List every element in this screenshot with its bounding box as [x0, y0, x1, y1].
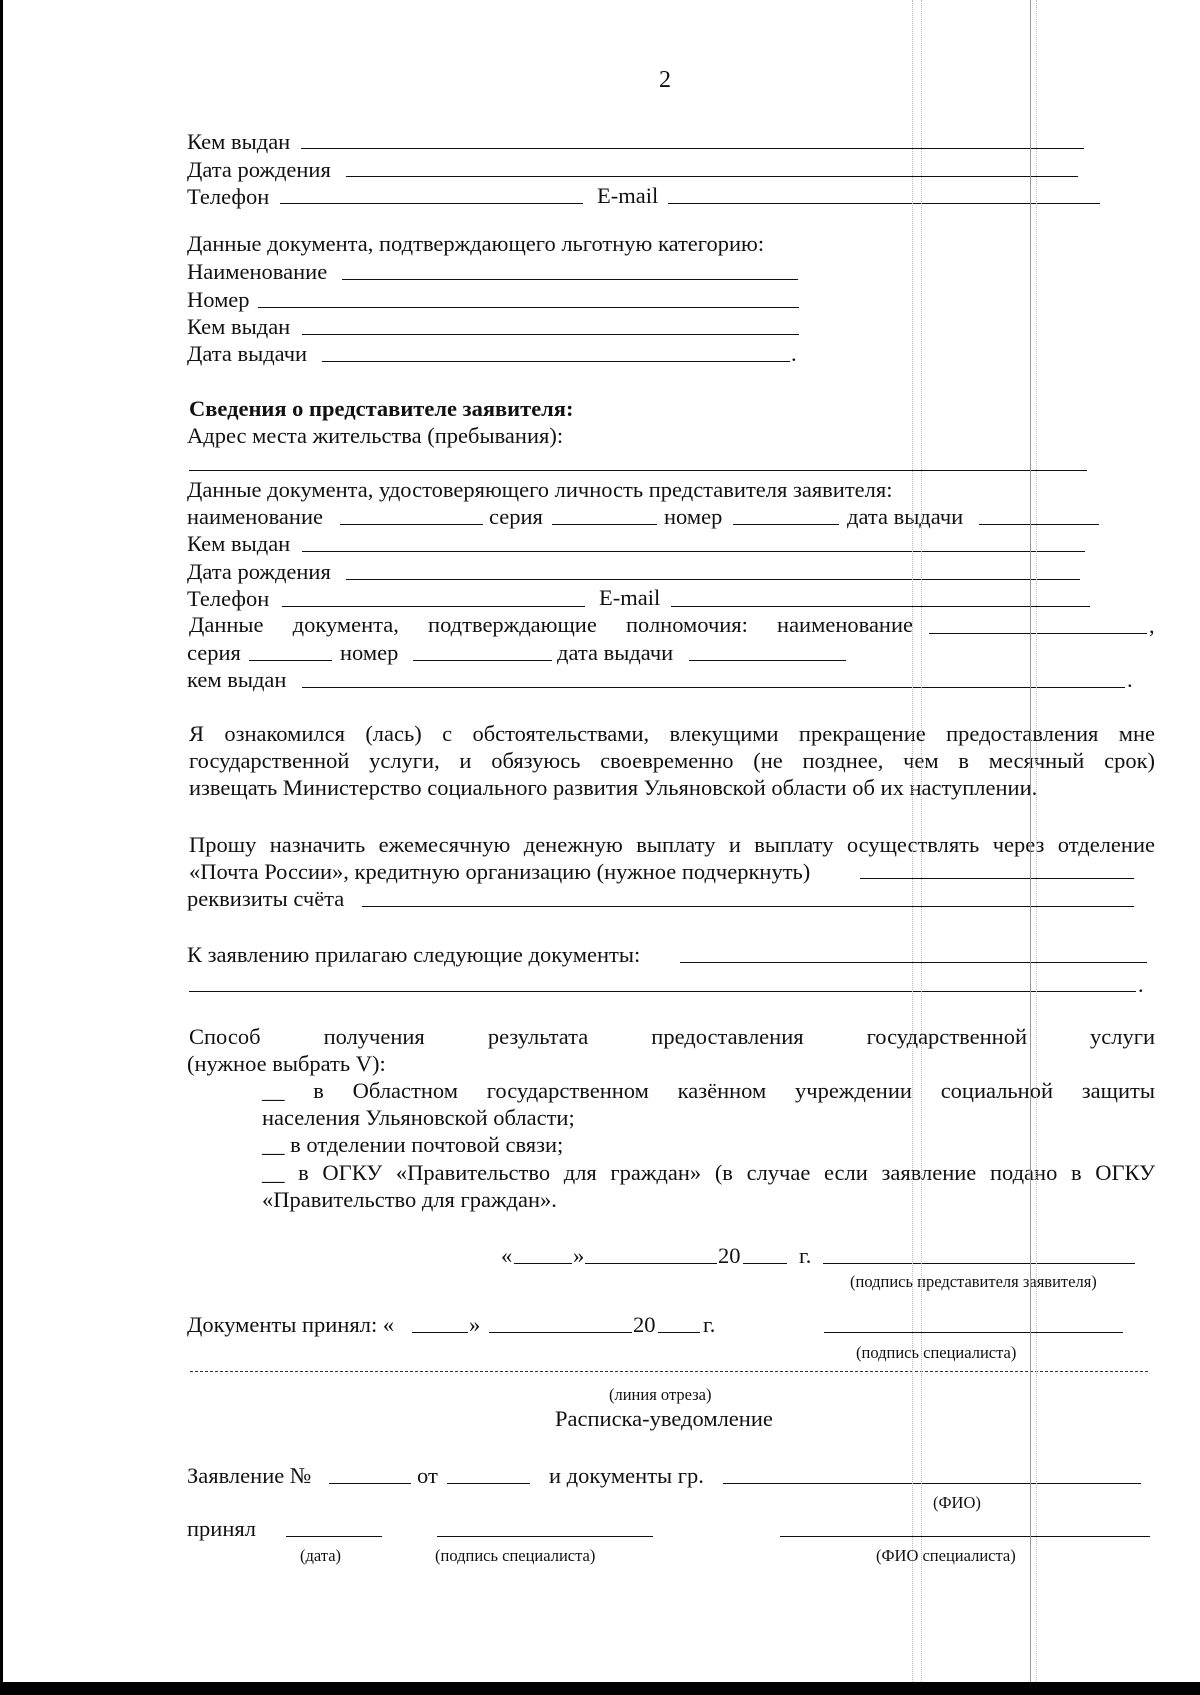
applicant-phone-label: Телефон [187, 184, 270, 209]
receipt-citizen-field[interactable] [723, 1483, 1141, 1484]
date-year-suffix: г. [799, 1243, 812, 1268]
receipt-fio-spec-caption: (ФИО специалиста) [876, 1546, 1016, 1565]
scan-artifact-line [921, 0, 922, 1682]
cut-line [190, 1371, 1148, 1372]
receipt-date-caption: (дата) [300, 1546, 342, 1565]
representative-email-field[interactable] [671, 606, 1090, 607]
result-option-2[interactable]: __ в отделении почтовой связи; [262, 1132, 564, 1157]
result-option-3-line-1[interactable]: __ в ОГКУ «Правительство для граждан» (в случае если заявление подано в ОГКУ [262, 1160, 1155, 1185]
representative-authority-number-field[interactable] [413, 660, 552, 661]
result-word-3: результата [487, 1024, 589, 1049]
accepted-label: Документы принял: « [187, 1312, 395, 1337]
attachments-field-1[interactable] [680, 962, 1147, 963]
representative-birth-date-label: Дата рождения [187, 559, 331, 584]
payment-org-field[interactable] [860, 878, 1134, 879]
result-option-3-line-2: «Правительство для граждан». [262, 1187, 557, 1212]
representative-authority-end-dot: . [1127, 667, 1133, 692]
benefit-doc-issue-date-label: Дата выдачи [187, 341, 308, 366]
specialist-signature-caption: (подпись специалиста) [856, 1343, 1017, 1362]
benefit-doc-name-label: Наименование [187, 259, 328, 284]
acknowledge-line-1: Я ознакомился (лась) с обстоятельствами, влекущими прекращение предоставления мне [189, 721, 1155, 746]
scan-artifact-line [1030, 0, 1031, 1682]
result-method-line-1 [189, 1024, 1155, 1050]
receipt-from-label: от [417, 1463, 438, 1488]
representative-authority-comma: , [1149, 613, 1155, 638]
receipt-specialist-fio-field[interactable] [780, 1536, 1150, 1537]
benefit-doc-issued-by-label: Кем выдан [187, 314, 291, 339]
representative-id-issue-date-field[interactable] [979, 524, 1099, 525]
representative-authority-issued-by-label: кем выдан [187, 667, 287, 692]
representative-id-name-field[interactable] [340, 524, 483, 525]
scan-edge-left [0, 0, 3, 1695]
date-century: 20 [718, 1243, 741, 1268]
receipt-date-field[interactable] [286, 1536, 382, 1537]
representative-authority-issued-by-field[interactable] [302, 687, 1125, 688]
specialist-signature-field[interactable] [824, 1332, 1123, 1333]
representative-id-series-field[interactable] [552, 524, 657, 525]
representative-authority-issue-date-field[interactable] [689, 660, 846, 661]
representative-issued-by-label: Кем выдан [187, 531, 291, 556]
representative-id-series-label: серия [489, 504, 543, 529]
date-day-field[interactable] [514, 1263, 572, 1264]
receipt-accepted-label: принял [187, 1516, 256, 1541]
payment-account-label: реквизиты счёта [187, 886, 345, 911]
receipt-sign-caption: (подпись специалиста) [435, 1546, 596, 1565]
result-option-1-line-2: населения Ульяновской области; [262, 1105, 575, 1130]
representative-birth-date-field[interactable] [346, 579, 1080, 580]
benefit-doc-number-label: Номер [187, 287, 250, 312]
benefit-doc-number-field[interactable] [258, 307, 799, 308]
representative-phone-field[interactable] [282, 606, 585, 607]
representative-authority-issue-date-label: дата выдачи [557, 640, 674, 665]
receipt-title: Расписка-уведомление [555, 1406, 773, 1431]
receipt-application-no-label: Заявление № [187, 1463, 312, 1488]
representative-id-number-label: номер [664, 504, 723, 529]
accepted-month-field[interactable] [489, 1332, 632, 1333]
accepted-year-suffix: г. [703, 1312, 716, 1337]
authority-word-4: полномочия: [625, 612, 748, 637]
result-option-1-line-1[interactable]: __ в Областном государственном казённом учреждении социальной защиты [262, 1078, 1155, 1103]
representative-heading: Сведения о представителе заявителя: [189, 396, 574, 421]
result-word-5: государственной [866, 1024, 1027, 1049]
representative-phone-label: Телефон [187, 586, 270, 611]
payment-line-2: «Почта России», кредитную организацию (нужное подчеркнуть) [189, 859, 811, 884]
scan-artifact-line [912, 0, 913, 1682]
benefit-doc-heading: Данные документа, подтверждающего льготную категорию: [187, 231, 765, 256]
result-method-line-2: (нужное выбрать V): [187, 1051, 386, 1076]
receipt-application-no-field[interactable] [329, 1483, 411, 1484]
acknowledge-line-3: извещать Министерство социального развития Ульяновской области об их наступлении. [189, 775, 1038, 800]
page-number: 2 [659, 67, 671, 93]
authority-word-2: документа, [292, 612, 399, 637]
date-month-field[interactable] [585, 1263, 717, 1264]
representative-email-label: E-mail [599, 585, 661, 610]
result-word-6: услуги [1090, 1024, 1155, 1049]
representative-signature-caption: (подпись представителя заявителя) [850, 1272, 1097, 1291]
representative-id-heading: Данные документа, удостоверяющего личность представителя заявителя: [187, 477, 893, 502]
representative-authority-line [189, 612, 913, 638]
payment-account-field[interactable] [362, 906, 1134, 907]
representative-address-field[interactable] [189, 470, 1087, 471]
representative-id-name-label: наименование [187, 504, 323, 529]
accepted-day-field[interactable] [412, 1332, 468, 1333]
accepted-century: 20 [633, 1312, 656, 1337]
receipt-from-date-field[interactable] [447, 1483, 530, 1484]
applicant-issued-by-label: Кем выдан [187, 129, 291, 154]
scan-artifact-line [1036, 0, 1037, 1682]
acknowledge-line-2: государственной услуги, и обязуюсь своевременно (не позднее, чем в месячный срок) [189, 748, 1155, 773]
authority-word-3: подтверждающие [428, 612, 597, 637]
accepted-year-field[interactable] [658, 1332, 700, 1333]
applicant-email-label: E-mail [597, 183, 659, 208]
receipt-docs-of-label: и документы гр. [549, 1463, 704, 1488]
payment-line-1: Прошу назначить ежемесячную денежную выплату и выплату осуществлять через отделение [189, 832, 1155, 857]
applicant-birth-date-label: Дата рождения [187, 157, 331, 182]
scan-edge-bottom [0, 1682, 1200, 1695]
date-close-quote: » [573, 1243, 585, 1268]
representative-id-number-field[interactable] [733, 524, 839, 525]
representative-id-issue-date-label: дата выдачи [847, 504, 964, 529]
date-year-field[interactable] [743, 1263, 787, 1264]
applicant-issued-by-field[interactable] [301, 148, 1084, 149]
applicant-birth-date-field[interactable] [346, 176, 1078, 177]
representative-authority-series-label: серия [187, 640, 241, 665]
result-word-4: предоставления [651, 1024, 804, 1049]
result-word-1: Способ [189, 1024, 261, 1049]
attachments-label: К заявлению прилагаю следующие документы: [187, 942, 641, 967]
benefit-doc-issued-by-field[interactable] [302, 334, 799, 335]
result-word-2: получения [323, 1024, 425, 1049]
benefit-doc-end-dot: . [791, 341, 797, 366]
representative-signature-field[interactable] [823, 1263, 1135, 1264]
date-open-quote: « [501, 1243, 513, 1268]
representative-authority-number-label: номер [340, 640, 399, 665]
attachments-end-dot: . [1138, 972, 1144, 997]
benefit-doc-issue-date-field[interactable] [322, 361, 790, 362]
representative-address-label: Адрес места жительства (пребывания): [187, 423, 564, 448]
representative-authority-series-field[interactable] [249, 660, 332, 661]
cut-line-caption: (линия отреза) [609, 1385, 712, 1404]
receipt-specialist-signature-field[interactable] [437, 1536, 653, 1537]
benefit-doc-name-field[interactable] [342, 279, 798, 280]
representative-authority-name-field[interactable] [929, 633, 1147, 634]
receipt-fio-caption: (ФИО) [933, 1493, 981, 1512]
authority-word-5: наименование [777, 612, 913, 637]
representative-issued-by-field[interactable] [302, 551, 1085, 552]
authority-word-1: Данные [189, 612, 264, 637]
attachments-field-2[interactable] [189, 991, 1136, 992]
accepted-close-quote: » [469, 1312, 481, 1337]
applicant-phone-field[interactable] [280, 203, 583, 204]
